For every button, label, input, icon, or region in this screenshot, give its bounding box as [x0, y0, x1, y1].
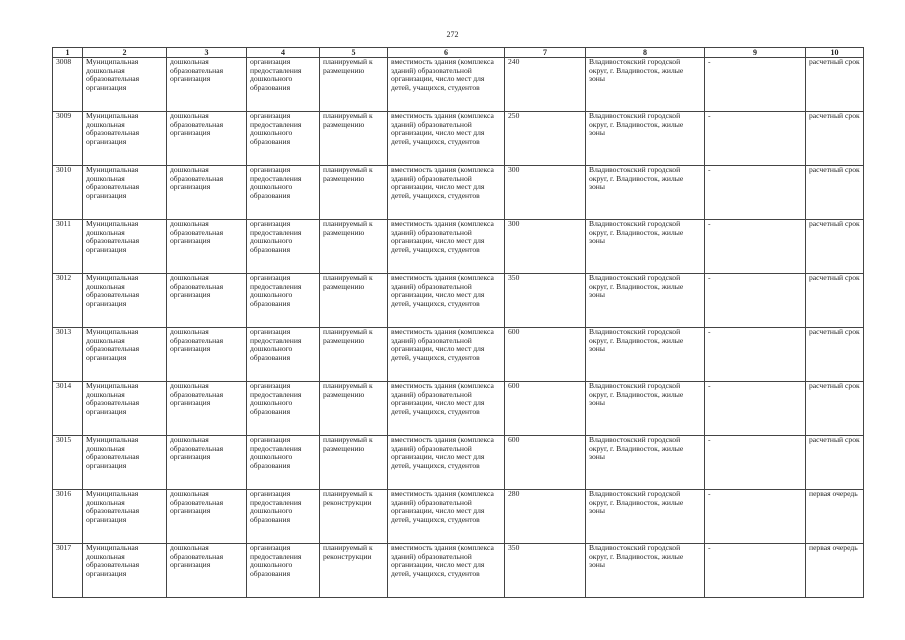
row-number: 3015 [53, 436, 83, 490]
capacity-value: 600 [505, 382, 586, 436]
object-name: Муниципальная дошкольная образовательная организация [83, 220, 167, 274]
object-status: планируемый к размещению [320, 220, 388, 274]
object-status: планируемый к размещению [320, 382, 388, 436]
object-name: Муниципальная дошкольная образовательная организация [83, 112, 167, 166]
location: Владивостокский городской округ, г. Владивосток, жилые зоны [586, 58, 705, 112]
location: Владивостокский городской округ, г. Владивосток, жилые зоны [586, 112, 705, 166]
location: Владивостокский городской округ, г. Владивосток, жилые зоны [586, 544, 705, 598]
table-row [53, 58, 864, 112]
capacity-value: 300 [505, 166, 586, 220]
characteristic: вместимость здания (комплекса зданий) образовательной организации, число мест для детей, учащихся, студентов [388, 544, 505, 598]
capacity-value: 240 [505, 58, 586, 112]
object-type: дошкольная образовательная организация [167, 58, 247, 112]
object-type: дошкольная образовательная организация [167, 490, 247, 544]
table-row [53, 166, 864, 220]
row-number: 3010 [53, 166, 83, 220]
object-status: планируемый к реконструкции [320, 544, 388, 598]
zone-note: - [705, 274, 806, 328]
implementation-term: расчетный срок [806, 382, 864, 436]
object-purpose: организация предоставления дошкольного образования [247, 328, 320, 382]
object-name: Муниципальная дошкольная образовательная организация [83, 490, 167, 544]
object-type: дошкольная образовательная организация [167, 112, 247, 166]
implementation-term: расчетный срок [806, 166, 864, 220]
object-type: дошкольная образовательная организация [167, 544, 247, 598]
object-status: планируемый к реконструкции [320, 490, 388, 544]
object-purpose: организация предоставления дошкольного образования [247, 382, 320, 436]
implementation-term: первая очередь [806, 544, 864, 598]
row-number: 3014 [53, 382, 83, 436]
implementation-term: первая очередь [806, 490, 864, 544]
object-status: планируемый к размещению [320, 166, 388, 220]
capacity-value: 280 [505, 490, 586, 544]
table-row [53, 382, 864, 436]
page-number: 272 [446, 30, 459, 39]
zone-note: - [705, 382, 806, 436]
object-purpose: организация предоставления дошкольного образования [247, 544, 320, 598]
zone-note: - [705, 166, 806, 220]
object-name: Муниципальная дошкольная образовательная организация [83, 436, 167, 490]
location: Владивостокский городской округ, г. Владивосток, жилые зоны [586, 166, 705, 220]
table-row [53, 112, 864, 166]
capacity-value: 250 [505, 112, 586, 166]
object-purpose: организация предоставления дошкольного образования [247, 490, 320, 544]
object-name: Муниципальная дошкольная образовательная организация [83, 274, 167, 328]
column-header: 5 [320, 48, 388, 58]
object-status: планируемый к размещению [320, 436, 388, 490]
characteristic: вместимость здания (комплекса зданий) образовательной организации, число мест для детей, учащихся, студентов [388, 166, 505, 220]
object-status: планируемый к размещению [320, 274, 388, 328]
zone-note: - [705, 490, 806, 544]
object-purpose: организация предоставления дошкольного образования [247, 220, 320, 274]
object-status: планируемый к размещению [320, 112, 388, 166]
characteristic: вместимость здания (комплекса зданий) образовательной организации, число мест для детей, учащихся, студентов [388, 382, 505, 436]
characteristic: вместимость здания (комплекса зданий) образовательной организации, число мест для детей, учащихся, студентов [388, 112, 505, 166]
object-name: Муниципальная дошкольная образовательная организация [83, 58, 167, 112]
object-status: планируемый к размещению [320, 328, 388, 382]
location: Владивостокский городской округ, г. Владивосток, жилые зоны [586, 436, 705, 490]
row-number: 3011 [53, 220, 83, 274]
characteristic: вместимость здания (комплекса зданий) образовательной организации, число мест для детей, учащихся, студентов [388, 328, 505, 382]
object-name: Муниципальная дошкольная образовательная организация [83, 166, 167, 220]
table-row [53, 274, 864, 328]
object-type: дошкольная образовательная организация [167, 436, 247, 490]
table-row [53, 436, 864, 490]
object-name: Муниципальная дошкольная образовательная организация [83, 382, 167, 436]
capacity-value: 350 [505, 274, 586, 328]
zone-note: - [705, 112, 806, 166]
row-number: 3016 [53, 490, 83, 544]
object-purpose: организация предоставления дошкольного образования [247, 166, 320, 220]
characteristic: вместимость здания (комплекса зданий) образовательной организации, число мест для детей, учащихся, студентов [388, 274, 505, 328]
column-header: 3 [167, 48, 247, 58]
location: Владивостокский городской округ, г. Владивосток, жилые зоны [586, 220, 705, 274]
implementation-term: расчетный срок [806, 58, 864, 112]
register-table [52, 47, 864, 598]
zone-note: - [705, 544, 806, 598]
object-purpose: организация предоставления дошкольного образования [247, 112, 320, 166]
object-status: планируемый к размещению [320, 58, 388, 112]
characteristic: вместимость здания (комплекса зданий) образовательной организации, число мест для детей, учащихся, студентов [388, 490, 505, 544]
column-header: 2 [83, 48, 167, 58]
implementation-term: расчетный срок [806, 220, 864, 274]
zone-note: - [705, 220, 806, 274]
capacity-value: 300 [505, 220, 586, 274]
implementation-term: расчетный срок [806, 274, 864, 328]
column-header: 1 [53, 48, 83, 58]
zone-note: - [705, 328, 806, 382]
object-purpose: организация предоставления дошкольного образования [247, 274, 320, 328]
capacity-value: 600 [505, 436, 586, 490]
column-header: 4 [247, 48, 320, 58]
column-header: 10 [806, 48, 864, 58]
object-type: дошкольная образовательная организация [167, 382, 247, 436]
location: Владивостокский городской округ, г. Владивосток, жилые зоны [586, 490, 705, 544]
object-type: дошкольная образовательная организация [167, 328, 247, 382]
location: Владивостокский городской округ, г. Владивосток, жилые зоны [586, 328, 705, 382]
implementation-term: расчетный срок [806, 112, 864, 166]
row-number: 3008 [53, 58, 83, 112]
implementation-term: расчетный срок [806, 436, 864, 490]
implementation-term: расчетный срок [806, 328, 864, 382]
characteristic: вместимость здания (комплекса зданий) образовательной организации, число мест для детей, учащихся, студентов [388, 436, 505, 490]
zone-note: - [705, 58, 806, 112]
table-row [53, 490, 864, 544]
column-number-row [53, 48, 864, 58]
object-name: Муниципальная дошкольная образовательная организация [83, 328, 167, 382]
object-purpose: организация предоставления дошкольного образования [247, 58, 320, 112]
row-number: 3012 [53, 274, 83, 328]
table-row [53, 328, 864, 382]
object-type: дошкольная образовательная организация [167, 220, 247, 274]
table-row [53, 544, 864, 598]
row-number: 3013 [53, 328, 83, 382]
table-row [53, 220, 864, 274]
row-number: 3017 [53, 544, 83, 598]
column-header: 6 [388, 48, 505, 58]
object-type: дошкольная образовательная организация [167, 166, 247, 220]
column-header: 7 [505, 48, 586, 58]
object-type: дошкольная образовательная организация [167, 274, 247, 328]
capacity-value: 600 [505, 328, 586, 382]
row-number: 3009 [53, 112, 83, 166]
characteristic: вместимость здания (комплекса зданий) образовательной организации, число мест для детей, учащихся, студентов [388, 58, 505, 112]
object-purpose: организация предоставления дошкольного образования [247, 436, 320, 490]
characteristic: вместимость здания (комплекса зданий) образовательной организации, число мест для детей, учащихся, студентов [388, 220, 505, 274]
column-header: 9 [705, 48, 806, 58]
location: Владивостокский городской округ, г. Владивосток, жилые зоны [586, 382, 705, 436]
location: Владивостокский городской округ, г. Владивосток, жилые зоны [586, 274, 705, 328]
column-header: 8 [586, 48, 705, 58]
zone-note: - [705, 436, 806, 490]
object-name: Муниципальная дошкольная образовательная организация [83, 544, 167, 598]
capacity-value: 350 [505, 544, 586, 598]
